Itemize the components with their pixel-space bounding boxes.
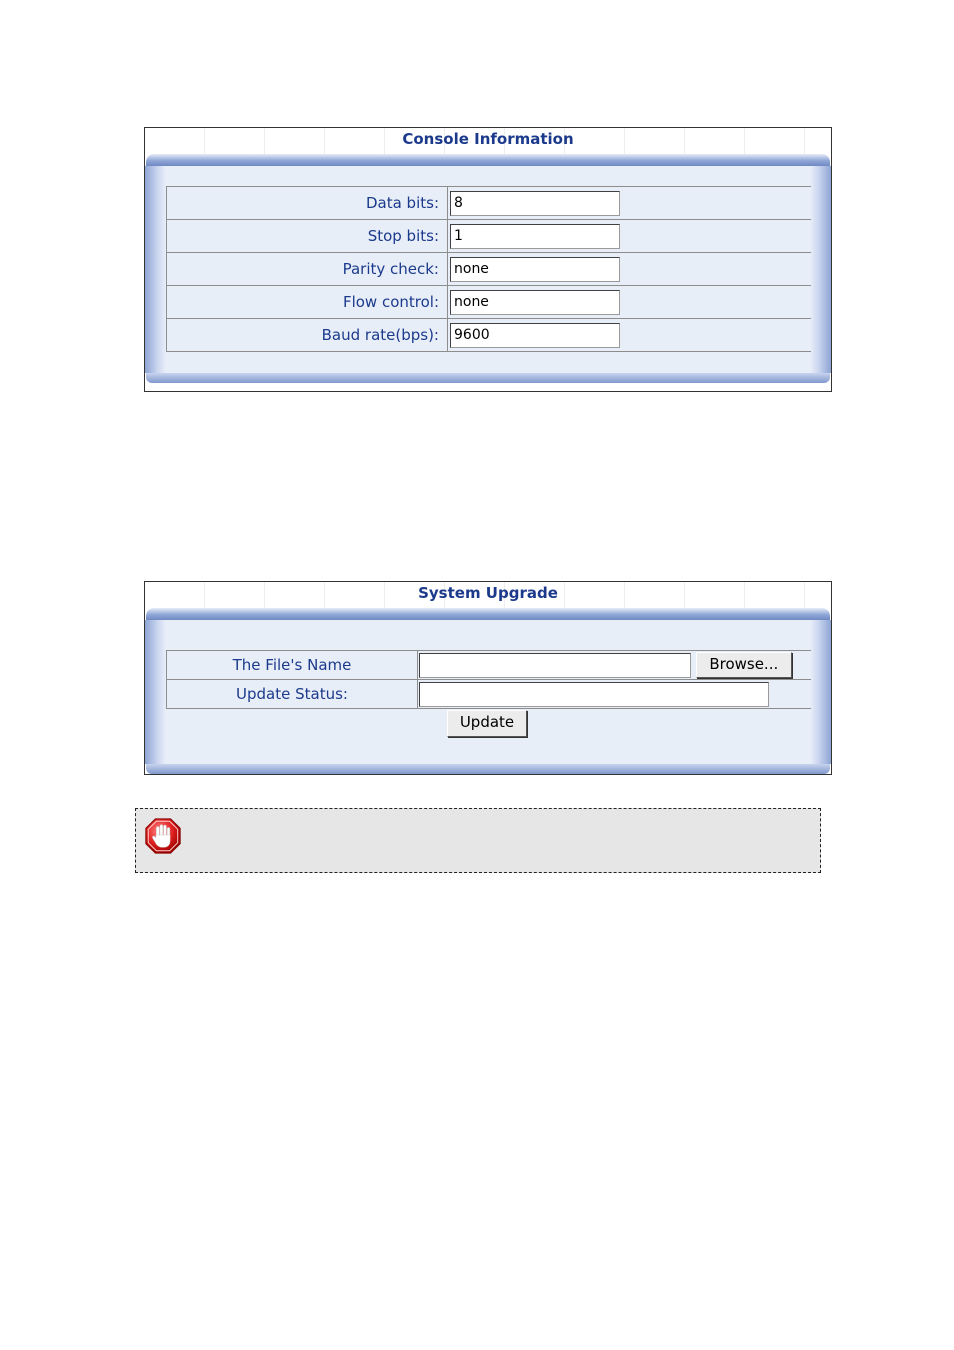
panel-body — [145, 166, 831, 373]
panel-top-bar — [146, 608, 830, 620]
flow-control-field[interactable]: none — [450, 290, 620, 315]
update-status-label: Update Status: — [167, 680, 418, 709]
table-row — [167, 286, 812, 319]
panel-title: System Upgrade — [145, 582, 831, 608]
stop-bits-label: Stop bits: — [167, 220, 448, 253]
data-bits-field[interactable]: 8 — [450, 191, 620, 216]
parity-check-label: Parity check: — [167, 253, 448, 286]
browse-button[interactable]: Browse... — [696, 652, 792, 678]
update-button[interactable]: Update — [447, 710, 527, 737]
stop-bits-field[interactable]: 1 — [450, 224, 620, 249]
table-row — [167, 651, 812, 680]
table-row — [167, 680, 812, 709]
table-row — [167, 253, 812, 286]
panel-title: Console Information — [145, 128, 831, 154]
file-name-input[interactable] — [419, 653, 691, 678]
system-upgrade-panel — [144, 581, 832, 775]
console-settings-table — [166, 186, 812, 352]
console-information-panel — [144, 127, 832, 392]
panel-top-bar — [146, 154, 830, 166]
parity-check-field[interactable]: none — [450, 257, 620, 282]
table-row — [167, 319, 812, 352]
baud-rate-label: Baud rate(bps): — [167, 319, 448, 352]
data-bits-label: Data bits: — [167, 187, 448, 220]
note-box — [135, 808, 821, 873]
panel-bottom-bar — [146, 764, 830, 774]
upgrade-form-table — [166, 650, 812, 709]
panel-bottom-bar — [146, 373, 830, 383]
panel-body — [145, 620, 831, 764]
table-row — [167, 187, 812, 220]
update-status-field — [419, 682, 769, 707]
stop-hand-icon — [144, 817, 182, 855]
baud-rate-field[interactable]: 9600 — [450, 323, 620, 348]
file-name-label: The File's Name — [167, 651, 418, 680]
flow-control-label: Flow control: — [167, 286, 448, 319]
table-row — [167, 220, 812, 253]
